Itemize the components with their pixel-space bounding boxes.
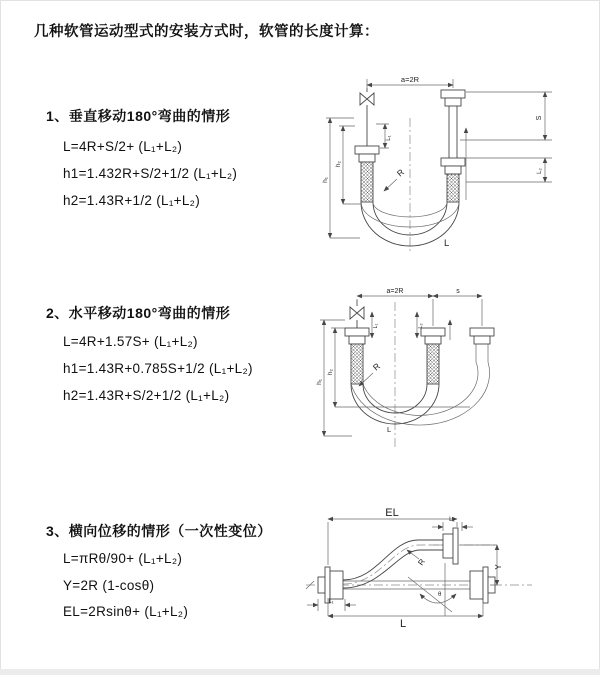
section1-formula-h2: h2=1.43R+1/2 (L₁+L₂) <box>63 193 201 208</box>
radius-leader <box>384 179 397 191</box>
section3-heading: 3、横向位移的情形（一次性变位） <box>46 523 272 539</box>
hose-bottom-wall <box>343 550 443 588</box>
section3-formula-y: Y=2R (1-cosθ) <box>63 578 155 593</box>
left-flange <box>355 146 379 154</box>
left-braided-hose <box>361 162 373 202</box>
radius-label: R <box>370 360 382 373</box>
section2-formula-l: L=4R+1.57S+ (L₁+L₂) <box>63 334 198 349</box>
section1-formula-l: L=4R+S/2+ (L₁+L₂) <box>63 139 183 154</box>
diagram-lateral-displacement <box>300 505 600 663</box>
right-pipe <box>449 106 457 158</box>
dim-label-l1: L₁ <box>373 323 379 329</box>
dim-label-l2: L₂ <box>537 168 543 174</box>
dim-label-a2r: a=2R <box>400 75 420 84</box>
valve-icon <box>350 307 364 319</box>
top-flange-plate <box>453 528 458 564</box>
section3-formula-el: EL=2Rsinθ+ (L₁+L₂) <box>63 604 189 619</box>
right-top-flange <box>441 90 465 98</box>
section2-formula-h1: h1=1.43R+0.785S+1/2 (L₁+L₂) <box>63 361 253 376</box>
page-title: 几种软管运动型式的安装方式时，软管的长度计算： <box>34 24 379 40</box>
right-top-flange-hub <box>445 98 461 106</box>
dim-label-y: Y <box>494 564 503 570</box>
dim-label-s: s <box>456 288 460 295</box>
length-label: L <box>387 425 392 434</box>
diagram-vertical-180-bend <box>312 72 592 258</box>
right-flange-hub <box>474 336 490 344</box>
left-flange-hub <box>330 571 343 599</box>
dim-label-h2: h₂ <box>335 160 342 168</box>
length-label: L <box>444 238 450 249</box>
dim-label-el: EL <box>385 507 399 519</box>
middle-flange-hub <box>425 336 441 344</box>
hose-top-wall <box>343 540 443 580</box>
top-flange-hub <box>443 534 453 558</box>
section2-formula-h2: h2=1.43R+S/2+1/2 (L₁+L₂) <box>63 388 230 403</box>
right-lower-flange-hub <box>445 166 461 174</box>
section3-formula-l: L=πRθ/90+ (L₁+L₂) <box>63 551 183 566</box>
dim-label-l2: L₂ <box>418 323 424 329</box>
right-flange <box>470 328 494 336</box>
section2-heading: 2、水平移动180°弯曲的情形 <box>46 305 231 321</box>
dim-label-h1: h₁ <box>316 379 323 385</box>
radius-label: R <box>416 557 427 568</box>
left-flange-hub <box>359 154 375 162</box>
middle-braided-hose <box>427 344 439 384</box>
section1-formula-h1: h1=1.432R+S/2+1/2 (L₁+L₂) <box>63 166 238 181</box>
right-lower-flange <box>441 158 465 166</box>
right-braided-hose <box>447 174 459 202</box>
dim-label-l1: L₁ <box>328 599 334 605</box>
dim-label-a2r: a=2R <box>386 288 404 295</box>
dim-label-l1: L₁ <box>386 135 392 141</box>
dim-label-l: L <box>399 618 407 630</box>
angle-label: θ <box>438 592 442 598</box>
right-flange-plate <box>483 567 488 603</box>
right-pipe <box>476 344 488 362</box>
right-flange-hub <box>470 571 483 599</box>
radius-label: R <box>394 166 406 179</box>
left-flange <box>345 328 369 336</box>
diagram-horizontal-180-bend <box>308 283 600 458</box>
dim-label-h2: h₂ <box>327 368 334 376</box>
angle-line <box>408 577 452 612</box>
page-bottom-margin <box>0 669 600 675</box>
left-flange-hub <box>349 336 365 344</box>
dim-label-l2: L₂ <box>449 517 455 523</box>
left-braided-hose <box>351 344 363 384</box>
valve-icon <box>360 93 374 105</box>
dim-label-h1: h₁ <box>322 177 329 183</box>
left-flange-plate <box>325 567 330 603</box>
section1-heading: 1、垂直移动180°弯曲的情形 <box>46 108 231 124</box>
left-pipe-cap <box>318 577 325 593</box>
dim-label-s: S <box>536 115 543 121</box>
middle-flange <box>421 328 445 336</box>
